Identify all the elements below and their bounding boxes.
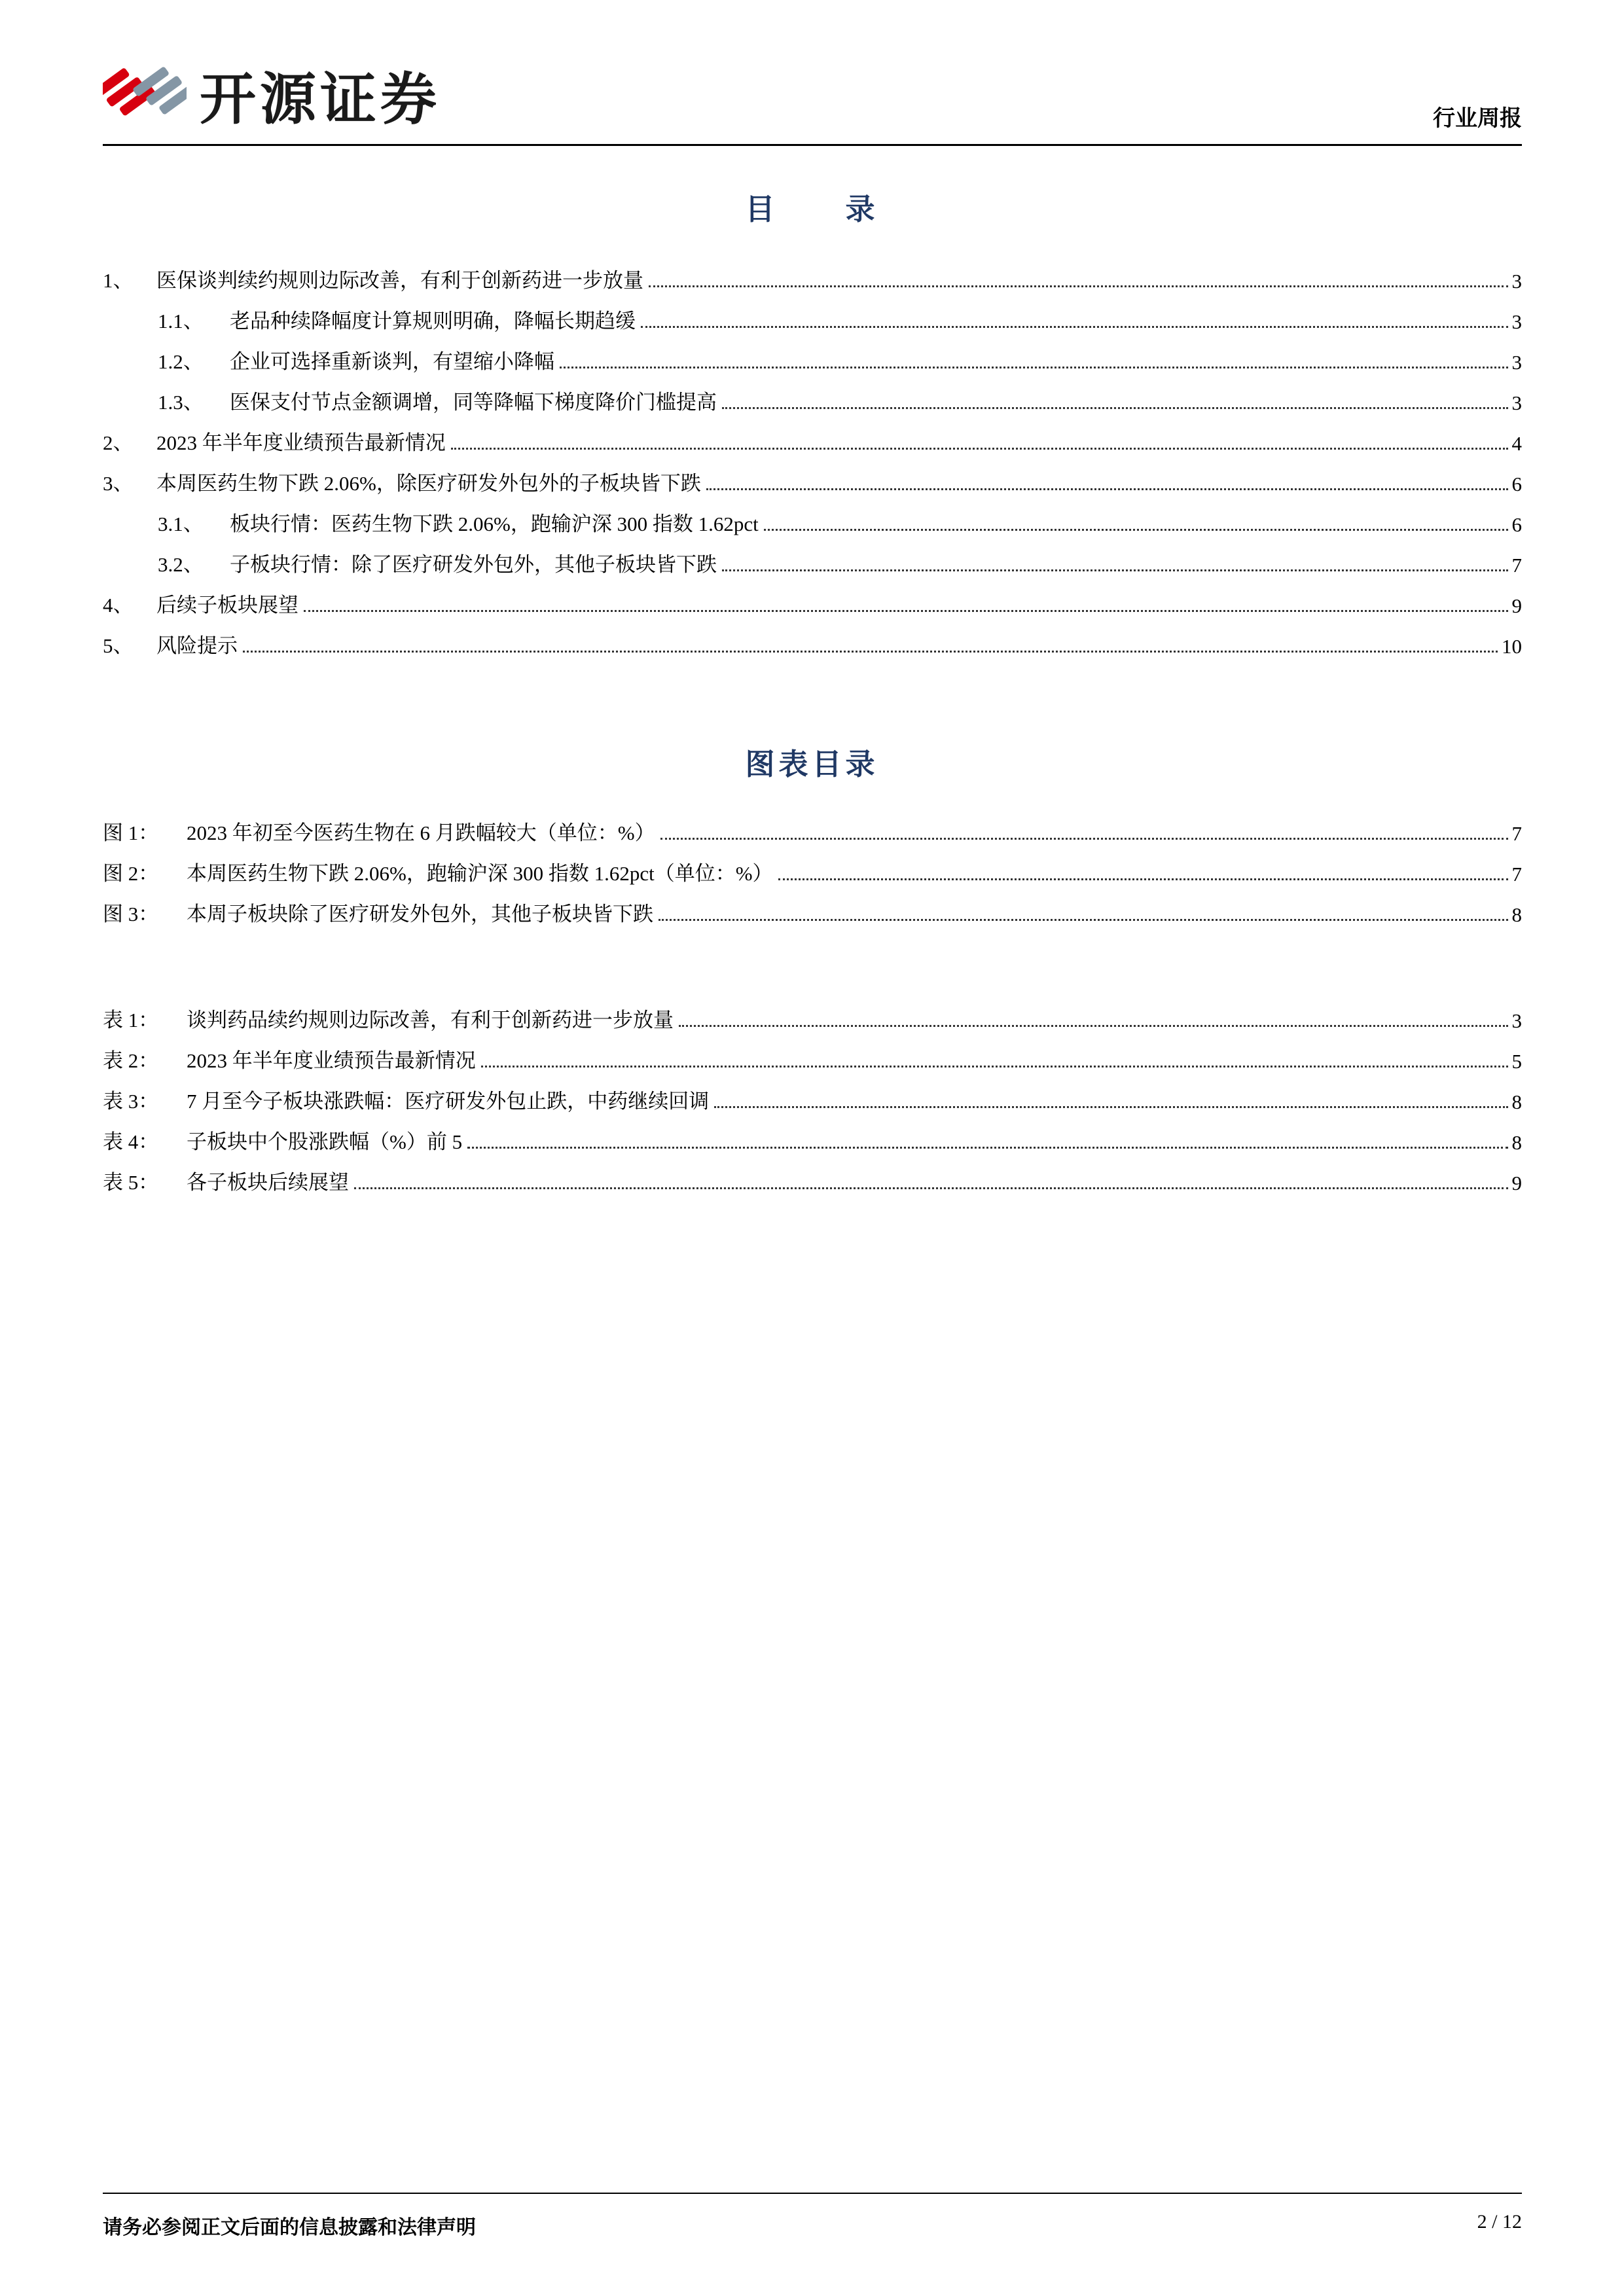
toc-item[interactable] [103,577,1522,618]
figure-number: 图 3： [103,903,159,925]
toc-item-number: 3、 [103,472,134,495]
dot-leader [649,285,1508,287]
toc-page-number: 4 [1511,432,1522,455]
toc-item-label: 医保谈判续约规则边际改善，有利于创新药进一步放量 [156,269,643,292]
toc-item[interactable] [103,415,1522,456]
dot-leader [778,878,1508,880]
footer-page-number: 2 / 12 [1477,2211,1522,2233]
table-toc-item[interactable] [103,1033,1522,1073]
toc-item-number: 1.3、 [158,391,204,414]
figure-label: 本周子板块除了医疗研发外包外，其他子板块皆下跌 [187,903,653,925]
toc-item-label: 企业可选择重新谈判，有望缩小降幅 [230,350,554,373]
figure-number: 图 1： [103,821,159,844]
toc-page-number: 7 [1511,554,1522,577]
toc-item-label: 2023 年半年度业绩预告最新情况 [156,431,446,454]
footer-disclaimer: 请务必参阅正文后面的信息披露和法律声明 [103,2217,476,2238]
dot-leader [764,529,1508,531]
table-label: 子板块中个股涨跌幅（%）前 5 [187,1130,463,1153]
table-label: 2023 年半年度业绩预告最新情况 [187,1049,476,1072]
charts-toc-title: 图表目录 [745,748,879,781]
dot-leader [481,1066,1508,1067]
table-label: 谈判药品续约规则边际改善，有利于创新药进一步放量 [187,1009,674,1031]
toc-page-number: 8 [1511,1131,1522,1154]
brand-name: 开源证券 [200,68,441,131]
figure-toc-item[interactable] [103,805,1522,846]
figure-number: 图 2： [103,862,159,885]
toc-item[interactable] [103,496,1522,537]
dot-leader [451,448,1508,450]
dot-leader [354,1187,1508,1189]
table-label: 7 月至今子板块涨跌幅：医疗研发外包止跌，中药继续回调 [187,1090,710,1113]
toc-item[interactable] [103,253,1522,293]
table-toc-item[interactable] [103,1073,1522,1114]
table-number: 表 3： [103,1090,159,1113]
toc-item[interactable] [103,537,1522,577]
toc-item-label: 子板块行情：除了医疗研发外包外，其他子板块皆下跌 [230,553,717,576]
page-footer [103,2193,1522,2240]
toc-item-label: 医保支付节点金额调增，同等降幅下梯度降价门槛提高 [230,391,717,414]
table-number: 表 2： [103,1049,159,1072]
toc-item[interactable] [103,374,1522,415]
toc-page-number: 10 [1502,635,1522,658]
toc-page-number: 7 [1511,822,1522,845]
table-toc-item[interactable] [103,992,1522,1033]
toc-item-label: 风险提示 [156,634,238,657]
dot-leader [560,367,1508,368]
table-number: 表 5： [103,1171,159,1194]
toc-item[interactable] [103,334,1522,374]
toc-item-number: 3.2、 [158,553,204,576]
dot-leader [304,610,1508,612]
figure-label: 本周医药生物下跌 2.06%，跑输沪深 300 指数 1.62pct（单位：%） [187,862,773,885]
dot-leader [679,1025,1508,1027]
dot-leader [660,838,1508,840]
tables-toc-list [103,992,1522,1195]
dot-leader [706,488,1508,490]
report-type-label: 行业周报 [1433,107,1522,131]
dot-leader [467,1147,1507,1149]
figures-toc-list [103,805,1522,927]
table-number: 表 1： [103,1009,159,1031]
toc-item[interactable] [103,456,1522,496]
toc-page-number: 9 [1511,1172,1522,1194]
toc-page-number: 9 [1511,594,1522,617]
toc-item-number: 3.1、 [158,512,204,535]
table-toc-item[interactable] [103,1114,1522,1155]
toc-page-number: 3 [1511,310,1522,333]
toc-item-number: 5、 [103,634,134,657]
toc-page-number: 6 [1511,513,1522,536]
toc-item-label: 板块行情：医药生物下跌 2.06%，跑输沪深 300 指数 1.62pct [230,512,759,535]
toc-item[interactable] [103,293,1522,334]
toc-page-number: 3 [1511,1009,1522,1032]
toc-page-number: 3 [1511,351,1522,374]
toc-title: 目 录 [745,193,879,226]
toc-list [103,253,1522,658]
toc-page-number: 3 [1511,391,1522,414]
dot-leader [722,569,1508,571]
toc-page-number: 7 [1511,863,1522,886]
dot-leader [243,651,1498,653]
toc-item-number: 2、 [103,431,134,454]
table-label: 各子板块后续展望 [187,1171,349,1194]
brand-stripes-icon [103,56,187,133]
toc-item[interactable] [103,618,1522,658]
toc-item-number: 4、 [103,594,134,617]
dot-leader [714,1106,1507,1108]
brand-logo [103,54,441,135]
page-header [0,0,1624,140]
figure-toc-item[interactable] [103,886,1522,927]
figure-label: 2023 年初至今医药生物在 6 月跌幅较大（单位：%） [187,821,655,844]
dot-leader [659,919,1508,921]
toc-page-number: 8 [1511,903,1522,926]
table-toc-item[interactable] [103,1155,1522,1195]
toc-item-number: 1.1、 [158,310,204,332]
table-number: 表 4： [103,1130,159,1153]
toc-page-number: 8 [1511,1090,1522,1113]
toc-item-label: 后续子板块展望 [156,594,298,617]
toc-page-number: 3 [1511,270,1522,293]
toc-page-number: 6 [1511,473,1522,495]
header-divider [103,144,1522,146]
toc-page-number: 5 [1511,1050,1522,1073]
dot-leader [722,407,1508,409]
toc-item-label: 老品种续降幅度计算规则明确，降幅长期趋缓 [230,310,636,332]
toc-item-number: 1、 [103,269,134,292]
figure-toc-item[interactable] [103,846,1522,886]
dot-leader [641,326,1508,328]
toc-item-label: 本周医药生物下跌 2.06%，除医疗研发外包外的子板块皆下跌 [156,472,701,495]
toc-item-number: 1.2、 [158,350,204,373]
